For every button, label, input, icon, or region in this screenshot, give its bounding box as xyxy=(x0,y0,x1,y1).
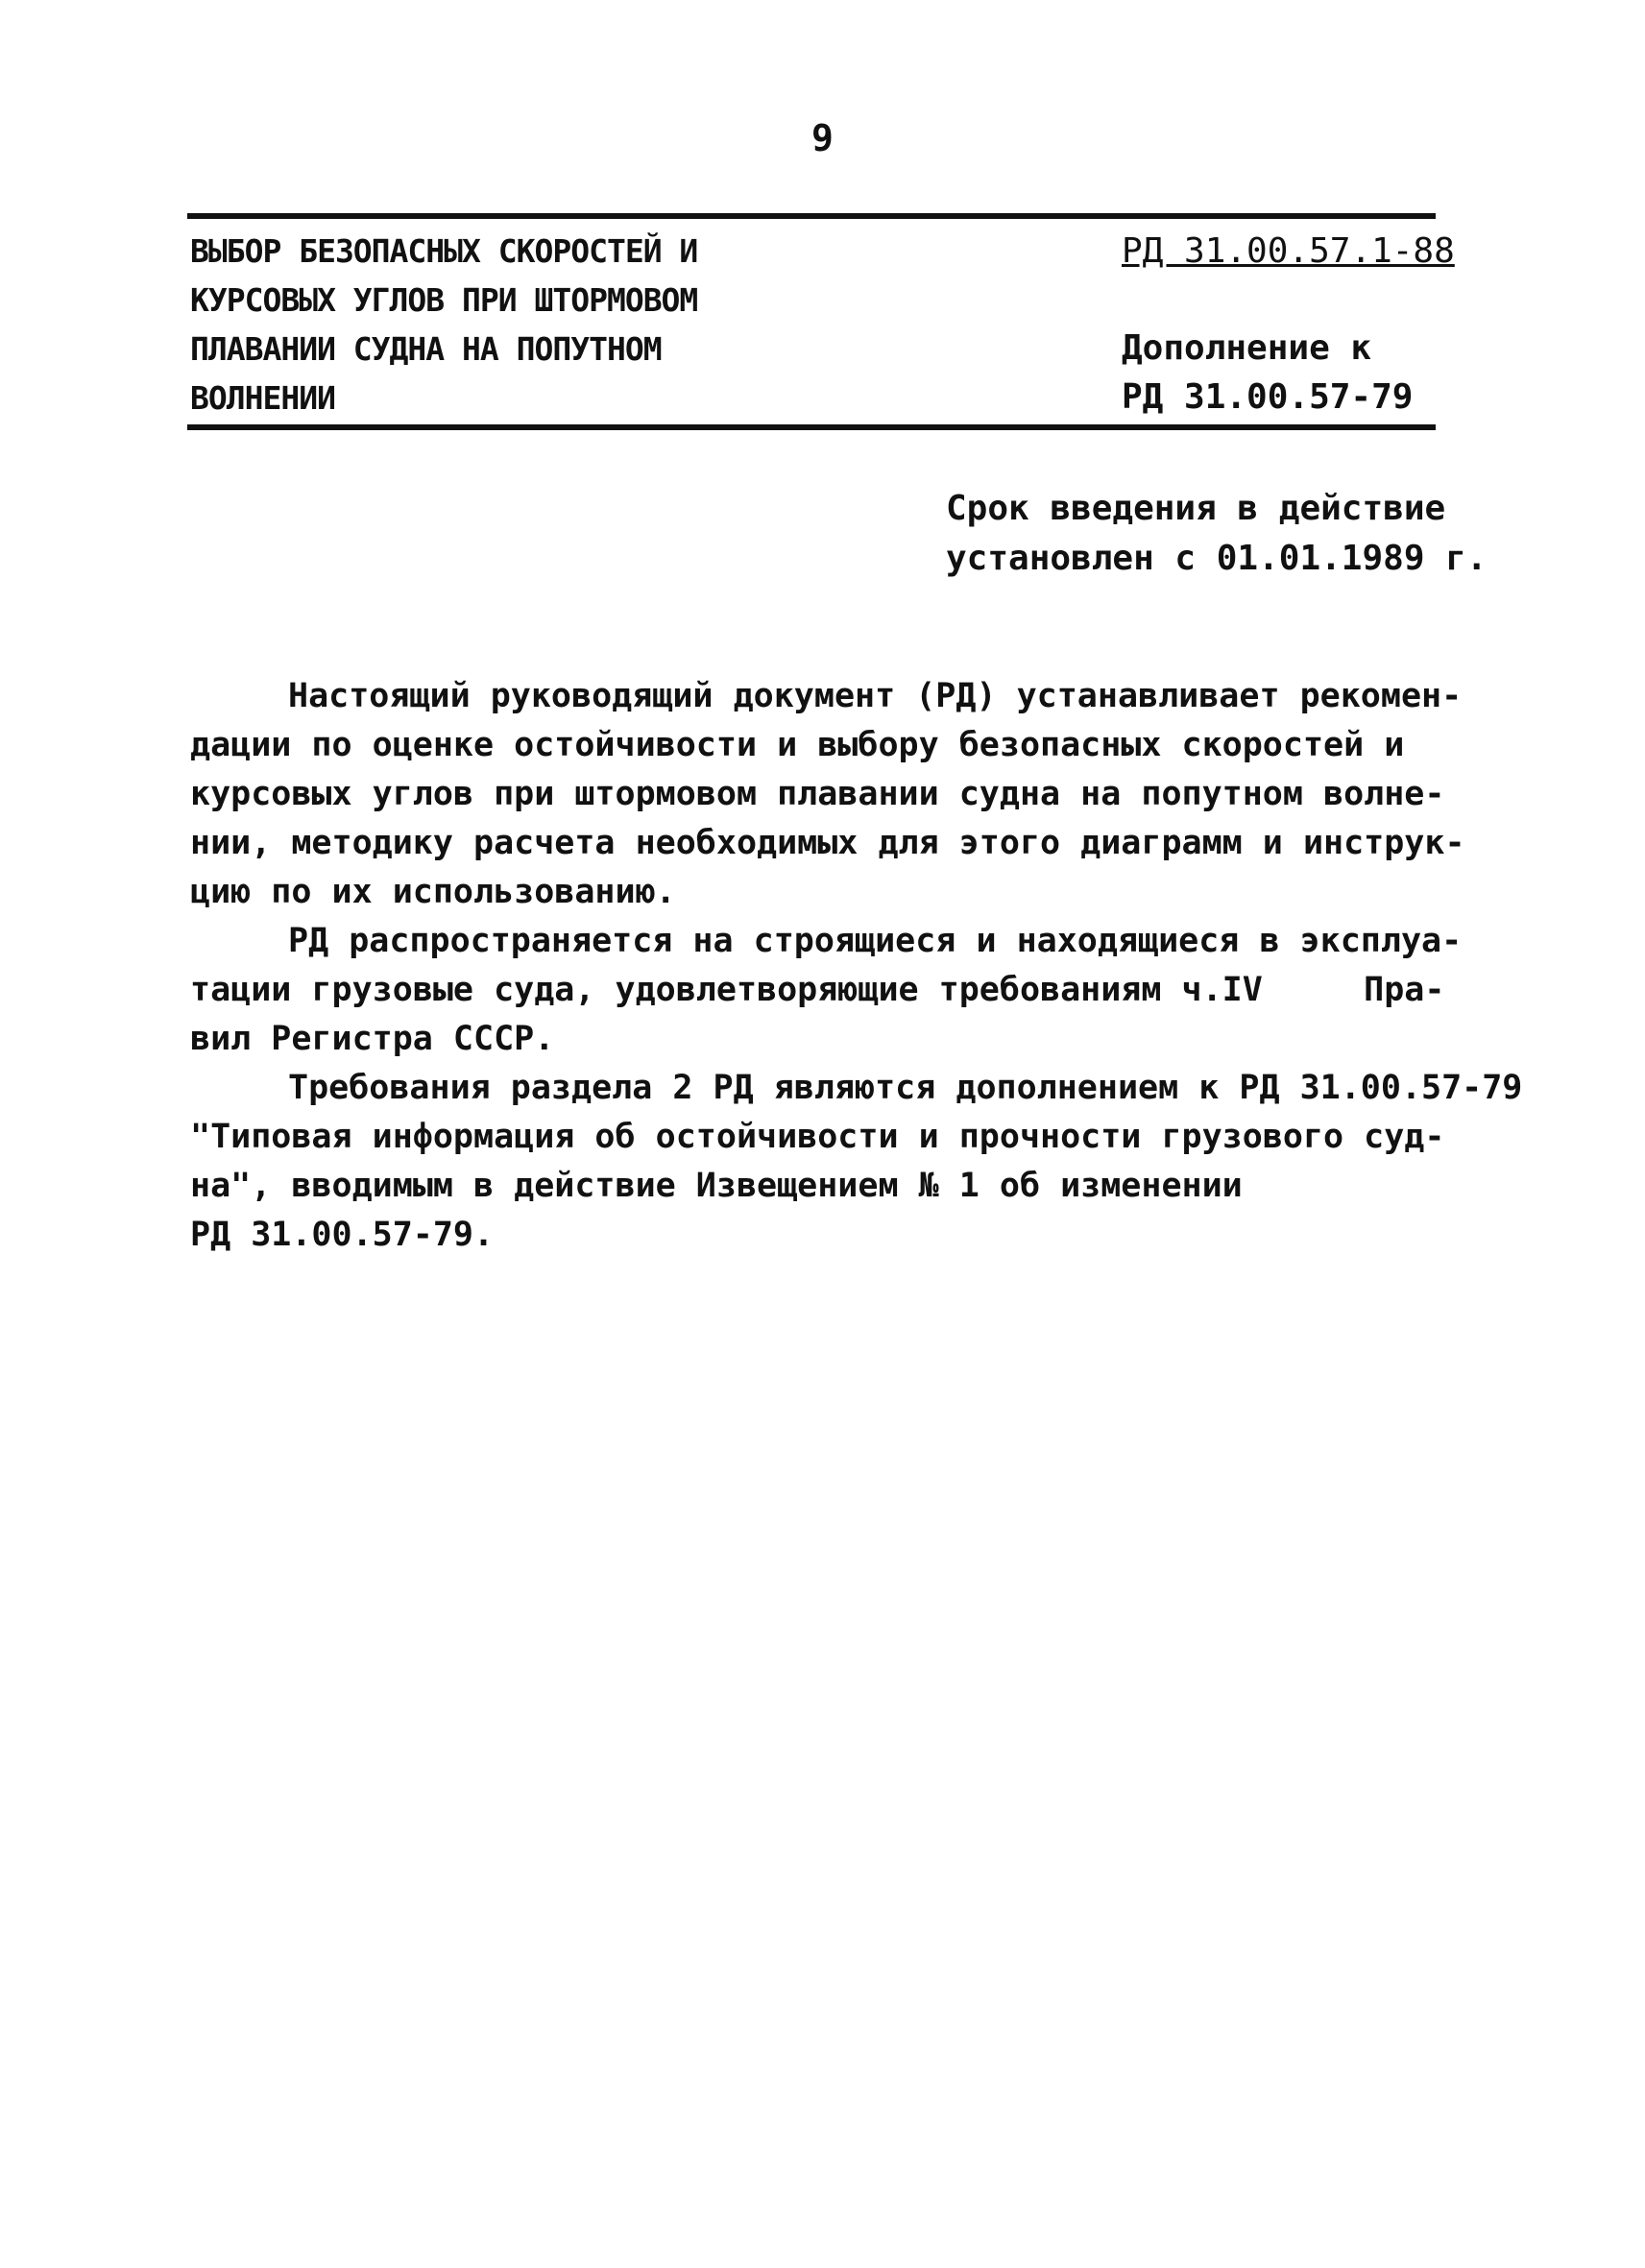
text-line: Настоящий руководящий документ (РД) устанавливает рекомен- xyxy=(288,677,1463,715)
header-bottom-rule xyxy=(187,424,1436,430)
page-number: 9 xyxy=(811,117,834,159)
document-title xyxy=(190,227,882,422)
text-line: тации грузовые суда, удовлетворяющие требованиям ч.IV Пра- xyxy=(190,971,1445,1009)
document-title-line: ВОЛНЕНИИ xyxy=(190,379,335,417)
supplement-note xyxy=(1122,324,1413,422)
supplement-line: Дополнение к xyxy=(1122,328,1372,368)
document-title-line: КУРСОВЫХ УГЛОВ ПРИ ШТОРМОВОМ xyxy=(190,281,698,319)
text-line: нии, методику расчета необходимых для этого диаграмм и инструк- xyxy=(190,824,1465,862)
body-text xyxy=(190,672,1523,1260)
supplement-line: РД 31.00.57-79 xyxy=(1122,377,1414,417)
paragraph-scope xyxy=(190,917,1463,1064)
document-title-line: ВЫБОР БЕЗОПАСНЫХ СКОРОСТЕЙ И xyxy=(190,232,698,270)
text-line: вил Регистра СССР. xyxy=(190,1020,555,1058)
effective-date-line: установлен с 01.01.1989 г. xyxy=(946,539,1488,578)
paragraph-intro xyxy=(190,672,1465,917)
text-line: курсовых углов при штормовом плавании судна на попутном волне- xyxy=(190,775,1445,813)
text-line: дации по оценке остойчивости и выбору безопасных скоростей и xyxy=(190,726,1405,764)
effective-date-line: Срок введения в действие xyxy=(946,489,1446,528)
paragraph-requirements xyxy=(190,1064,1523,1260)
document-title-line: ПЛАВАНИИ СУДНА НА ПОПУТНОМ xyxy=(190,330,662,368)
effective-date-note xyxy=(946,484,1488,584)
text-line: РД 31.00.57-79. xyxy=(190,1216,495,1254)
text-line: "Типовая информация об остойчивости и прочности грузового суд- xyxy=(190,1118,1445,1156)
text-line: РД распространяется на строящиеся и находящиеся в эксплуа- xyxy=(288,922,1463,960)
header-top-rule xyxy=(187,213,1436,219)
text-line: на", вводимым в действие Извещением № 1 об изменении xyxy=(190,1167,1243,1205)
document-code: РД 31.00.57.1-88 xyxy=(1122,231,1455,271)
text-line: Требования раздела 2 РД являются дополнением к РД 31.00.57-79 xyxy=(288,1069,1523,1107)
text-line: цию по их использованию. xyxy=(190,873,676,911)
